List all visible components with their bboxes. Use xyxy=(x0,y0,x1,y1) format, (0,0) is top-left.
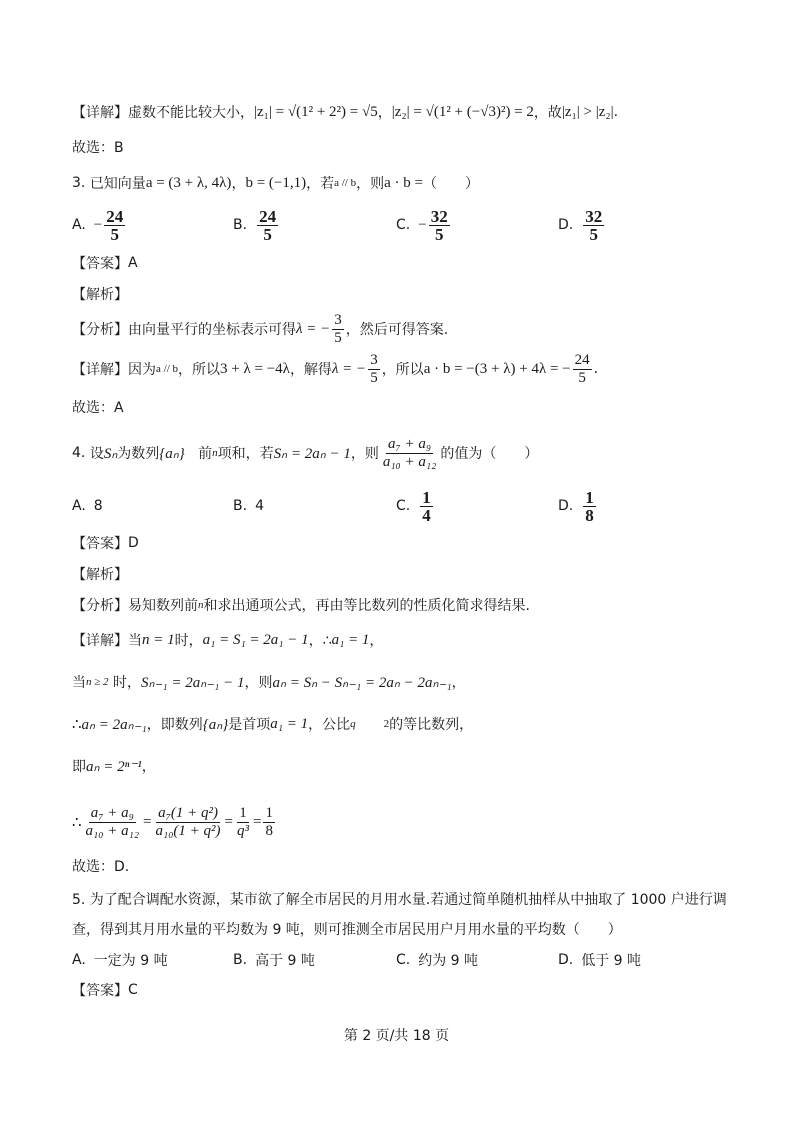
answer-value: C xyxy=(128,982,138,998)
z2-modulus-expression: |z₂| = √(1² + (−√3)²) = 2 xyxy=(391,103,534,120)
q4-detail-3: ∴ aₙ = 2aₙ₋₁ ，即数列 {aₙ} 是首项 a₁ = 1 ，公比 q 2 的等比数列， xyxy=(72,715,474,733)
q4-option-d[interactable]: D. $\frac{1}{8}$ xyxy=(558,487,594,525)
q4-option-b[interactable]: B. 4 xyxy=(233,498,264,514)
parallel-condition: a // b xyxy=(334,177,357,189)
q5-option-b[interactable]: B. 高于 9 吨 xyxy=(233,952,315,969)
question-number: 3. xyxy=(72,175,86,191)
question-3-stem: 3. 已知向量 a = (3 + λ, 4λ) ， b = (−1,1) ，若 a // b ，则 a · b = （ ） xyxy=(72,174,479,192)
q4-option-a[interactable]: A. 8 xyxy=(72,498,103,514)
q2-choose: 故选：B xyxy=(72,140,124,156)
vector-a: a = (3 + λ, 4λ) xyxy=(145,174,232,191)
q4-analysis-tag: 【解析】 xyxy=(72,567,128,583)
z1-modulus-expression: |z₁| = √(1² + 2²) = √5 xyxy=(254,103,378,120)
q4-detail-5: ∴ $\frac{\text{a₇ + a₉}}{\text{a₁₀ + a₁₂}}$ = $\frac{\text{a₇(1 + q²)}}{\text{a₁₀(1 + q²)}}$ = $\frac{1}{\text{q³}}$ = $\frac{1}{8}$ xyxy=(72,804,273,839)
question-5-stem-line-1: 5. 为了配合调配水资源，某市欲了解全市居民的月用水量.若通过简单随机抽样从中抽取了 1000 户进行调 xyxy=(72,892,727,908)
vector-b: b = (−1,1) xyxy=(245,174,307,191)
answer-value: A xyxy=(128,255,138,271)
q3-option-a[interactable]: A. − $\frac{24}{5}$ xyxy=(72,206,124,244)
q5-option-a[interactable]: A. 一定为 9 吨 xyxy=(72,952,168,969)
q3-option-c[interactable]: C. − $\frac{32}{5}$ xyxy=(396,206,448,244)
page-footer: 第 2 页/共 18 页 xyxy=(343,1028,450,1044)
q3-choose: 故选：A xyxy=(72,400,124,416)
detail-tag: 【详解】 xyxy=(72,105,128,121)
q3-option-b[interactable]: B. $\frac{24}{5}$ xyxy=(233,206,277,244)
question-5-stem-line-2: 查，得到其月用水量的平均数为 9 吨，则可推测全市居民用户月用水量的平均数（ ） xyxy=(72,922,622,938)
q4-fenxi: 【分析】 易知数列前 n 和求出通项公式，再由等比数列的性质化简求得结果. xyxy=(72,598,530,614)
q5-option-c[interactable]: C. 约为 9 吨 xyxy=(396,952,479,969)
q4-answer: 【答案】 D xyxy=(72,535,139,552)
q3-detail: 【详解】 因为 a // b ，所以 3 + λ = −4λ ，解得 λ = − $\frac{3}{5}$ ，所以 a · b = −(3 + λ) + 4λ = − $\frac{24}{5}$ . xyxy=(72,351,599,386)
q3-option-d[interactable]: D. $\frac{32}{5}$ xyxy=(558,206,603,244)
q4-option-c[interactable]: C. $\frac{1}{4}$ xyxy=(396,487,431,525)
q4-choose: 故选：D. xyxy=(72,859,130,875)
q5-option-d[interactable]: D. 低于 9 吨 xyxy=(558,952,642,969)
q3-fenxi: 【分析】 由向量平行的坐标表示可得 λ = − $\frac{3}{5}$ ，然后可得答案. xyxy=(72,311,449,346)
q4-detail-1: 【详解】 当 n = 1 时， a₁ = S₁ = 2a₁ − 1 ，∴ a₁ = 1 ， xyxy=(72,631,384,649)
dot-product: a · b = xyxy=(384,174,423,191)
question-4-stem: 4. 设 Sₙ 为数列 {aₙ} 前 n 项和，若 Sₙ = 2aₙ − 1 ，则 $\frac{\text{a₇ + a₉}}{\text{a₁₀ + a₁₂}}$ 的值为（ ） xyxy=(72,435,539,470)
modulus-conclusion: |z₁| > |z₂| xyxy=(561,103,614,120)
q3-analysis-tag: 【解析】 xyxy=(72,287,128,303)
q5-answer: 【答案】 C xyxy=(72,982,138,999)
q4-detail-2: 当 n ≥ 2 时， Sₙ₋₁ = 2aₙ₋₁ − 1 ，则 aₙ = Sₙ − Sₙ₋₁ = 2aₙ − 2aₙ₋₁ ， xyxy=(72,674,466,691)
q3-answer: 【答案】 A xyxy=(72,255,138,272)
q2-detail-line: 【详解】 虚数不能比较大小， |z₁| = √(1² + 2²) = √5 ， |z₂| = √(1² + (−√3)²) = 2 ，故 |z₁| > |z₂| . xyxy=(72,103,619,121)
answer-value: D xyxy=(128,535,139,551)
question-number: 4. xyxy=(72,445,86,461)
q4-detail-4: 即 aₙ = 2ⁿ⁻¹ ， xyxy=(72,758,156,775)
